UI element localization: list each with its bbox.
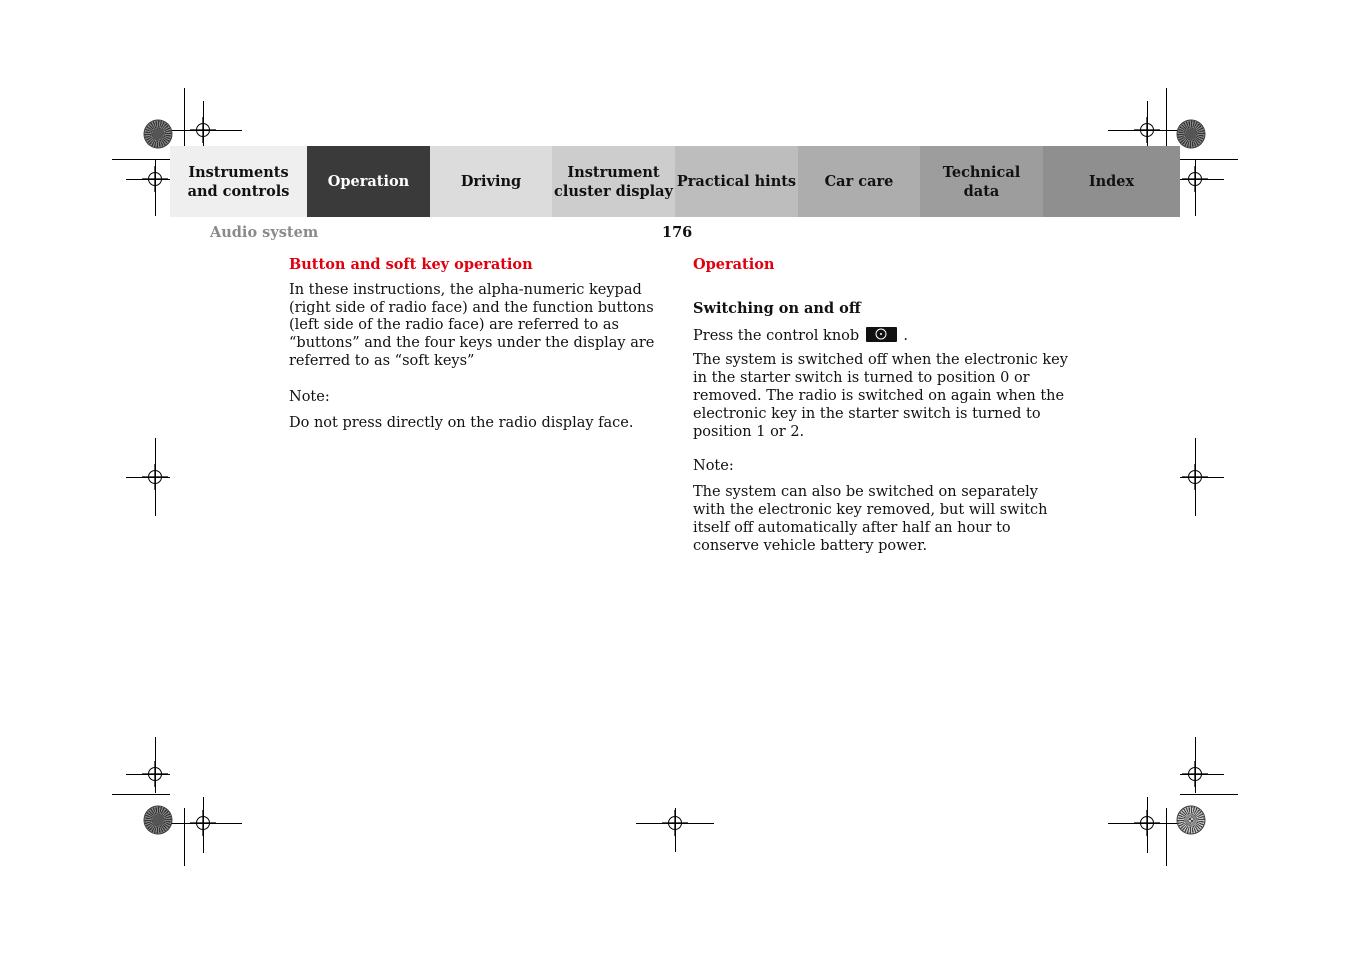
tab-instruments-and-controls[interactable] (170, 146, 307, 217)
section-heading: Button and soft key operation (289, 256, 533, 273)
page-number: 176 (662, 224, 693, 241)
tab-car-care[interactable] (798, 146, 920, 217)
registration-mark-icon (1140, 816, 1154, 830)
tab-label: Instruments and controls (187, 163, 290, 200)
left-column (289, 256, 659, 432)
color-wheel-icon (1178, 121, 1205, 148)
note-text: Do not press directly on the radio display face. (289, 414, 634, 431)
tab-label: Car care (824, 173, 894, 190)
note-label: Note: (693, 458, 734, 475)
registration-mark-icon (148, 172, 162, 186)
tab-label: Index (1088, 173, 1135, 190)
tab-instrument-cluster-display[interactable] (552, 146, 675, 217)
tab-operation[interactable] (307, 146, 430, 217)
instruction-text: Press the control knob (693, 327, 860, 344)
color-wheel-icon (145, 807, 172, 834)
registration-mark-icon (196, 123, 210, 137)
section-heading: Operation (693, 256, 775, 273)
registration-mark-icon (1188, 172, 1202, 186)
registration-mark-icon (1188, 767, 1202, 781)
registration-mark-icon (1140, 123, 1154, 137)
tab-index[interactable] (1043, 146, 1180, 217)
tab-label: Instrument cluster display (554, 163, 673, 200)
tab-label: Practical hints (676, 173, 797, 190)
note-text: The system can also be switched on separately with the electronic key removed, but will switch itself off automatically after half an hour to conserve vehicle battery power. (693, 484, 1048, 554)
body-paragraph: The system is switched off when the electronic key in the starter switch is turned to position 0 or removed. The radio is switched on again when the electronic key in the starter switch is turned to position 1 or 2. (693, 352, 1068, 440)
instruction-line (693, 327, 1068, 346)
registration-mark-icon (148, 767, 162, 781)
subheading: Switching on and off (693, 299, 861, 317)
color-wheel-icon (1178, 807, 1205, 834)
registration-mark-icon (668, 816, 682, 830)
tab-technical-data[interactable] (920, 146, 1043, 217)
power-knob-icon (866, 327, 897, 342)
section-title: Audio system (210, 224, 319, 241)
body-paragraph: In these instructions, the alpha-numeric keypad (right side of radio face) and the function buttons (left side of the radio face) are referred to as “buttons” and the four keys under the display are referred to as “soft keys” (289, 281, 655, 369)
instruction-suffix: . (903, 327, 909, 344)
tab-driving[interactable] (430, 146, 552, 217)
tab-label: Technical data (942, 163, 1021, 200)
registration-mark-icon (1188, 470, 1202, 484)
registration-mark-icon (196, 816, 210, 830)
color-wheel-icon (145, 121, 172, 148)
tab-label: Driving (460, 173, 522, 190)
tab-label: Operation (327, 173, 410, 190)
note-label: Note: (289, 388, 330, 405)
registration-mark-icon (148, 470, 162, 484)
right-column (693, 256, 1068, 555)
chapter-nav (170, 146, 1180, 217)
tab-practical-hints[interactable] (675, 146, 798, 217)
